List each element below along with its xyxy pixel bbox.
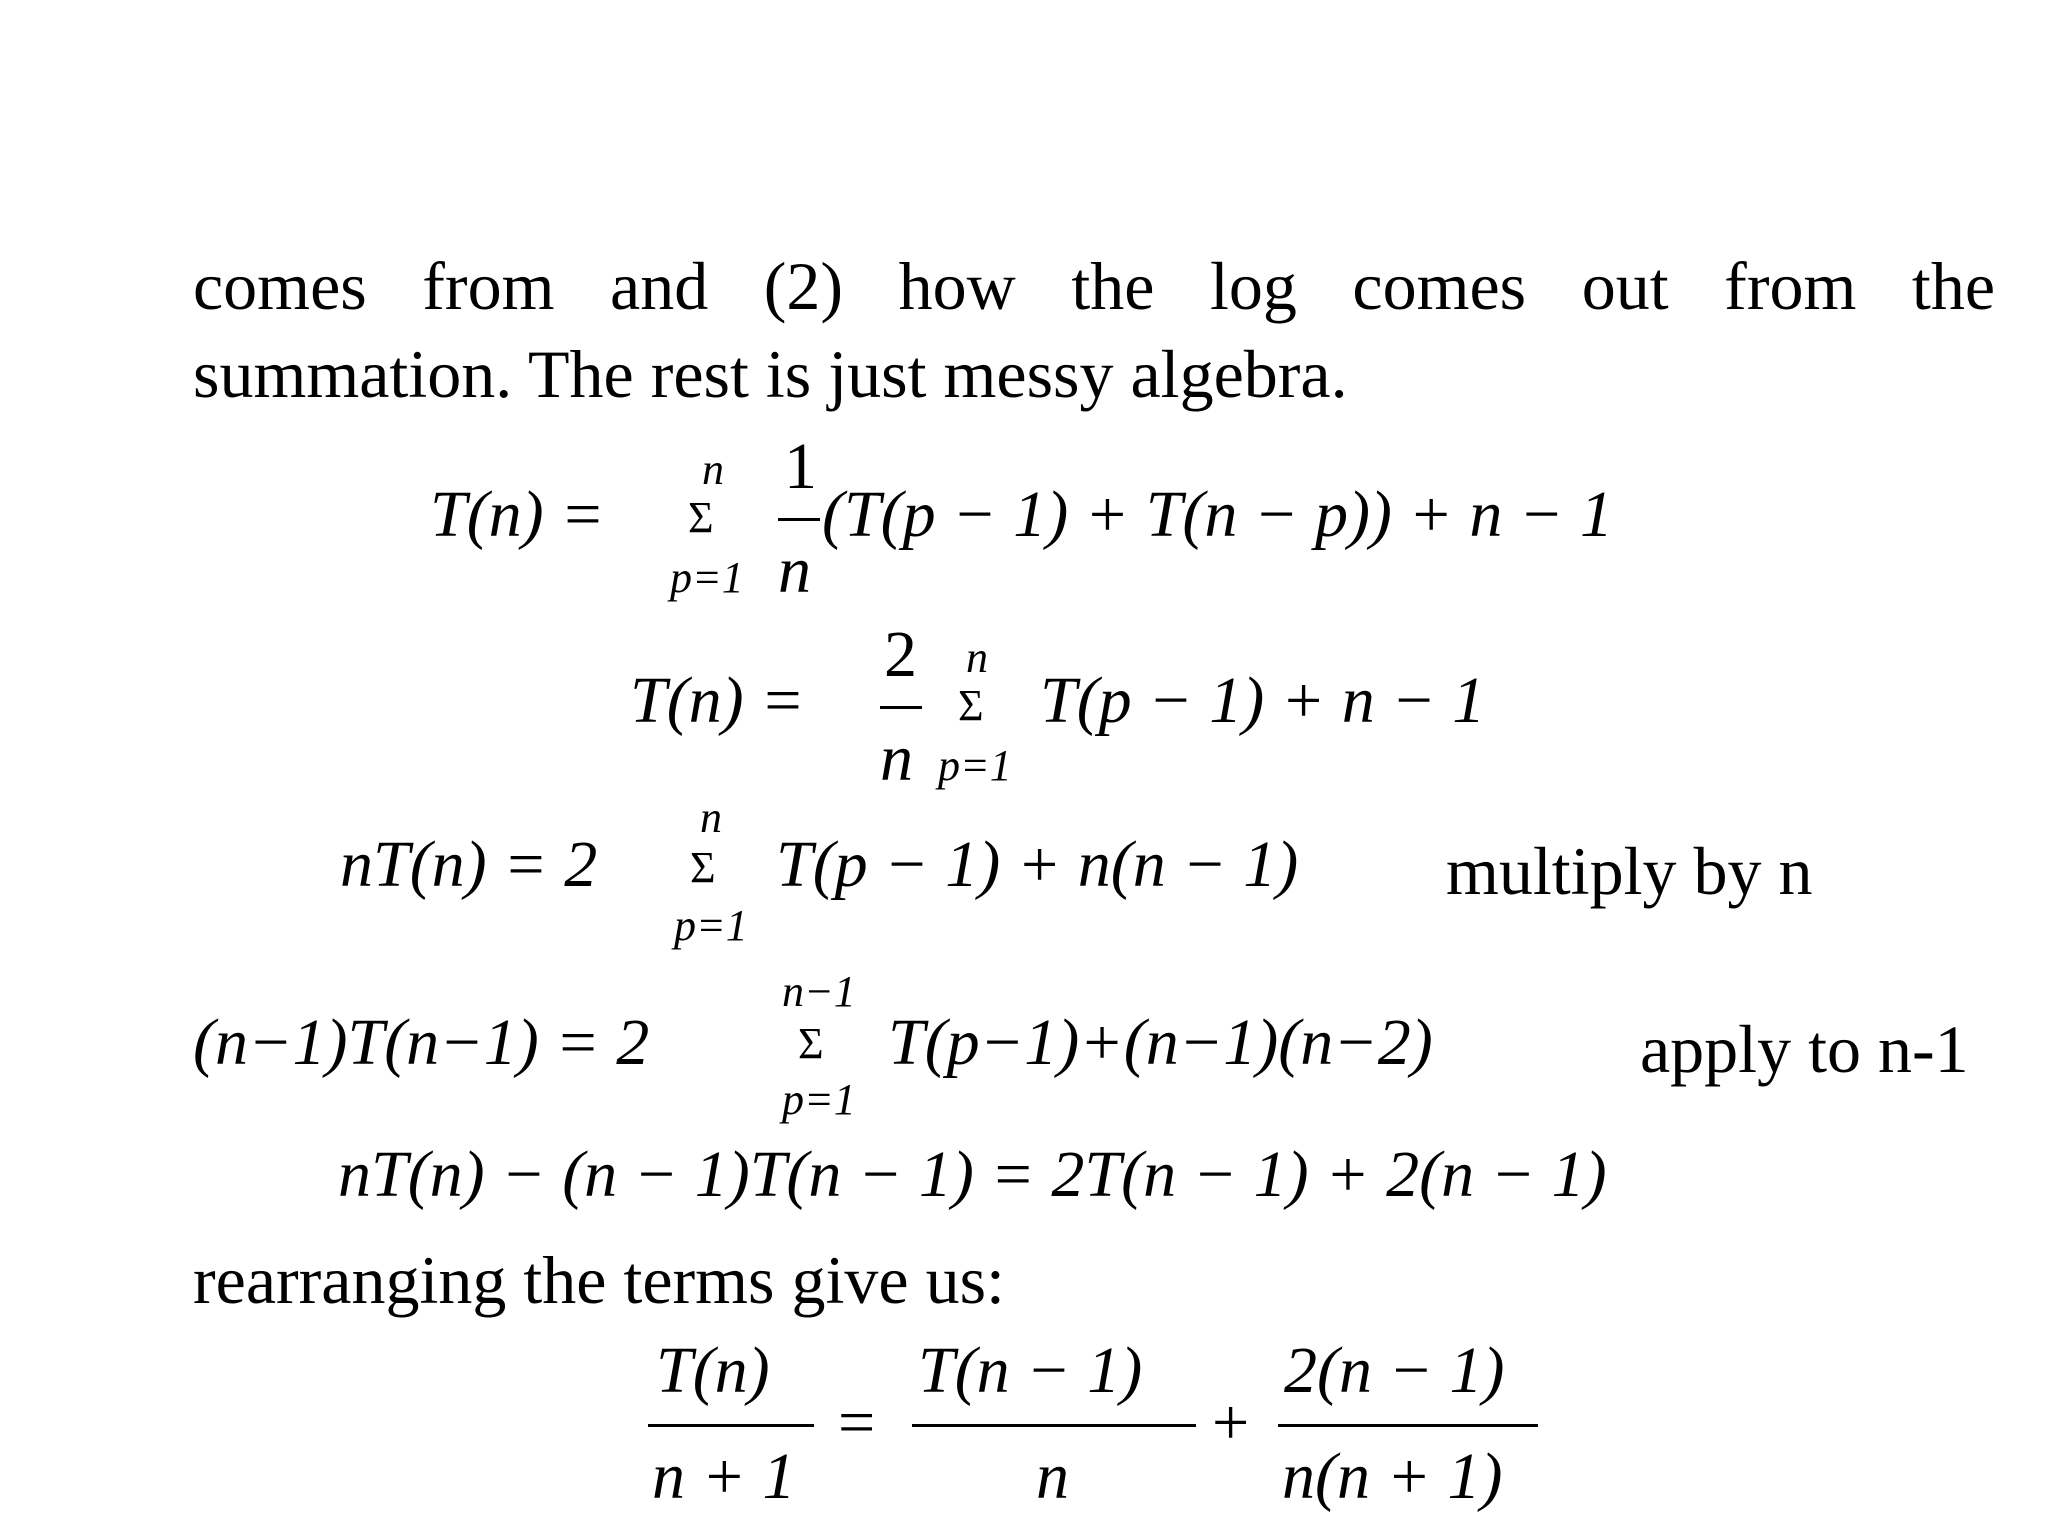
eq3-sum-symbol: Σ — [690, 843, 716, 892]
eq1-sum-lower: p=1 — [670, 553, 744, 602]
eq2-rest: T(p − 1) + n − 1 — [1040, 664, 1486, 737]
eq2-sum-symbol: Σ — [958, 681, 984, 730]
eq2-sum-upper: n — [966, 633, 988, 682]
eq1-rest: (T(p − 1) + T(n − p)) + n − 1 — [822, 478, 1613, 551]
eq4-sum-upper: n−1 — [782, 967, 856, 1016]
eq3-annotation: multiply by n — [1446, 833, 1813, 909]
eq4-sum-symbol: Σ — [798, 1019, 824, 1068]
eq1-sum-symbol: Σ — [688, 493, 714, 542]
eq4-rest: T(p−1)+(n−1)(n−2) — [888, 1006, 1433, 1079]
eq6-f1-den: n + 1 — [652, 1440, 796, 1513]
eq3-rest: T(p − 1) + n(n − 1) — [776, 828, 1299, 901]
eq6-f2-den: n — [1036, 1440, 1069, 1513]
eq6-f2-num: T(n − 1) — [918, 1334, 1143, 1407]
rearranging-line: rearranging the terms give us: — [193, 1242, 1005, 1318]
eq6-plus: + — [1212, 1386, 1250, 1459]
paragraph-word: comes — [1352, 248, 1527, 324]
eq2-frac-num: 2 — [884, 618, 917, 691]
eq4-sum-lower: p=1 — [782, 1075, 856, 1124]
eq6-f3-num: 2(n − 1) — [1284, 1334, 1505, 1407]
eq2-frac-bar — [880, 706, 922, 709]
paragraph-word: (2) — [763, 248, 844, 324]
eq1-lhs: T(n) = — [430, 478, 605, 551]
equation-5: nT(n) − (n − 1)T(n − 1) = 2T(n − 1) + 2(n − 1) — [338, 1138, 1607, 1211]
eq1-frac-num: 1 — [784, 430, 817, 503]
eq6-f1-bar — [648, 1424, 814, 1427]
eq6-eq-sign: = — [838, 1386, 876, 1459]
paragraph-word: from — [422, 248, 555, 324]
eq2-frac-den: n — [880, 722, 913, 795]
paragraph-word: comes — [193, 248, 367, 324]
eq2-lhs: T(n) = — [630, 664, 805, 737]
paragraph-word: how — [898, 248, 1016, 324]
paragraph-word: the — [1071, 248, 1155, 324]
eq6-f3-den: n(n + 1) — [1282, 1440, 1503, 1513]
eq6-f1-num: T(n) — [656, 1334, 770, 1407]
paragraph-word: from — [1724, 248, 1857, 324]
eq6-f3-bar — [1278, 1424, 1538, 1427]
eq3-sum-upper: n — [700, 793, 722, 842]
eq1-sum-upper: n — [702, 445, 724, 494]
eq6-f2-bar — [912, 1424, 1196, 1427]
paragraph-word: log — [1209, 248, 1297, 324]
eq3-sum-lower: p=1 — [674, 901, 748, 950]
eq1-frac-bar — [778, 518, 820, 521]
eq2-sum-lower: p=1 — [938, 741, 1012, 790]
paragraph-word: out — [1581, 248, 1669, 324]
paragraph-line-2: summation. The rest is just messy algebra. — [193, 336, 1348, 412]
eq4-lhs: (n−1)T(n−1) = 2 — [193, 1006, 650, 1079]
eq4-annotation: apply to n-1 — [1640, 1011, 1969, 1087]
paragraph-word: the — [1911, 248, 1995, 324]
paragraph-line-1 — [193, 248, 1995, 324]
eq1-frac-den: n — [778, 534, 811, 607]
paragraph-word: and — [610, 248, 709, 324]
eq3-lhs: nT(n) = 2 — [340, 828, 598, 901]
